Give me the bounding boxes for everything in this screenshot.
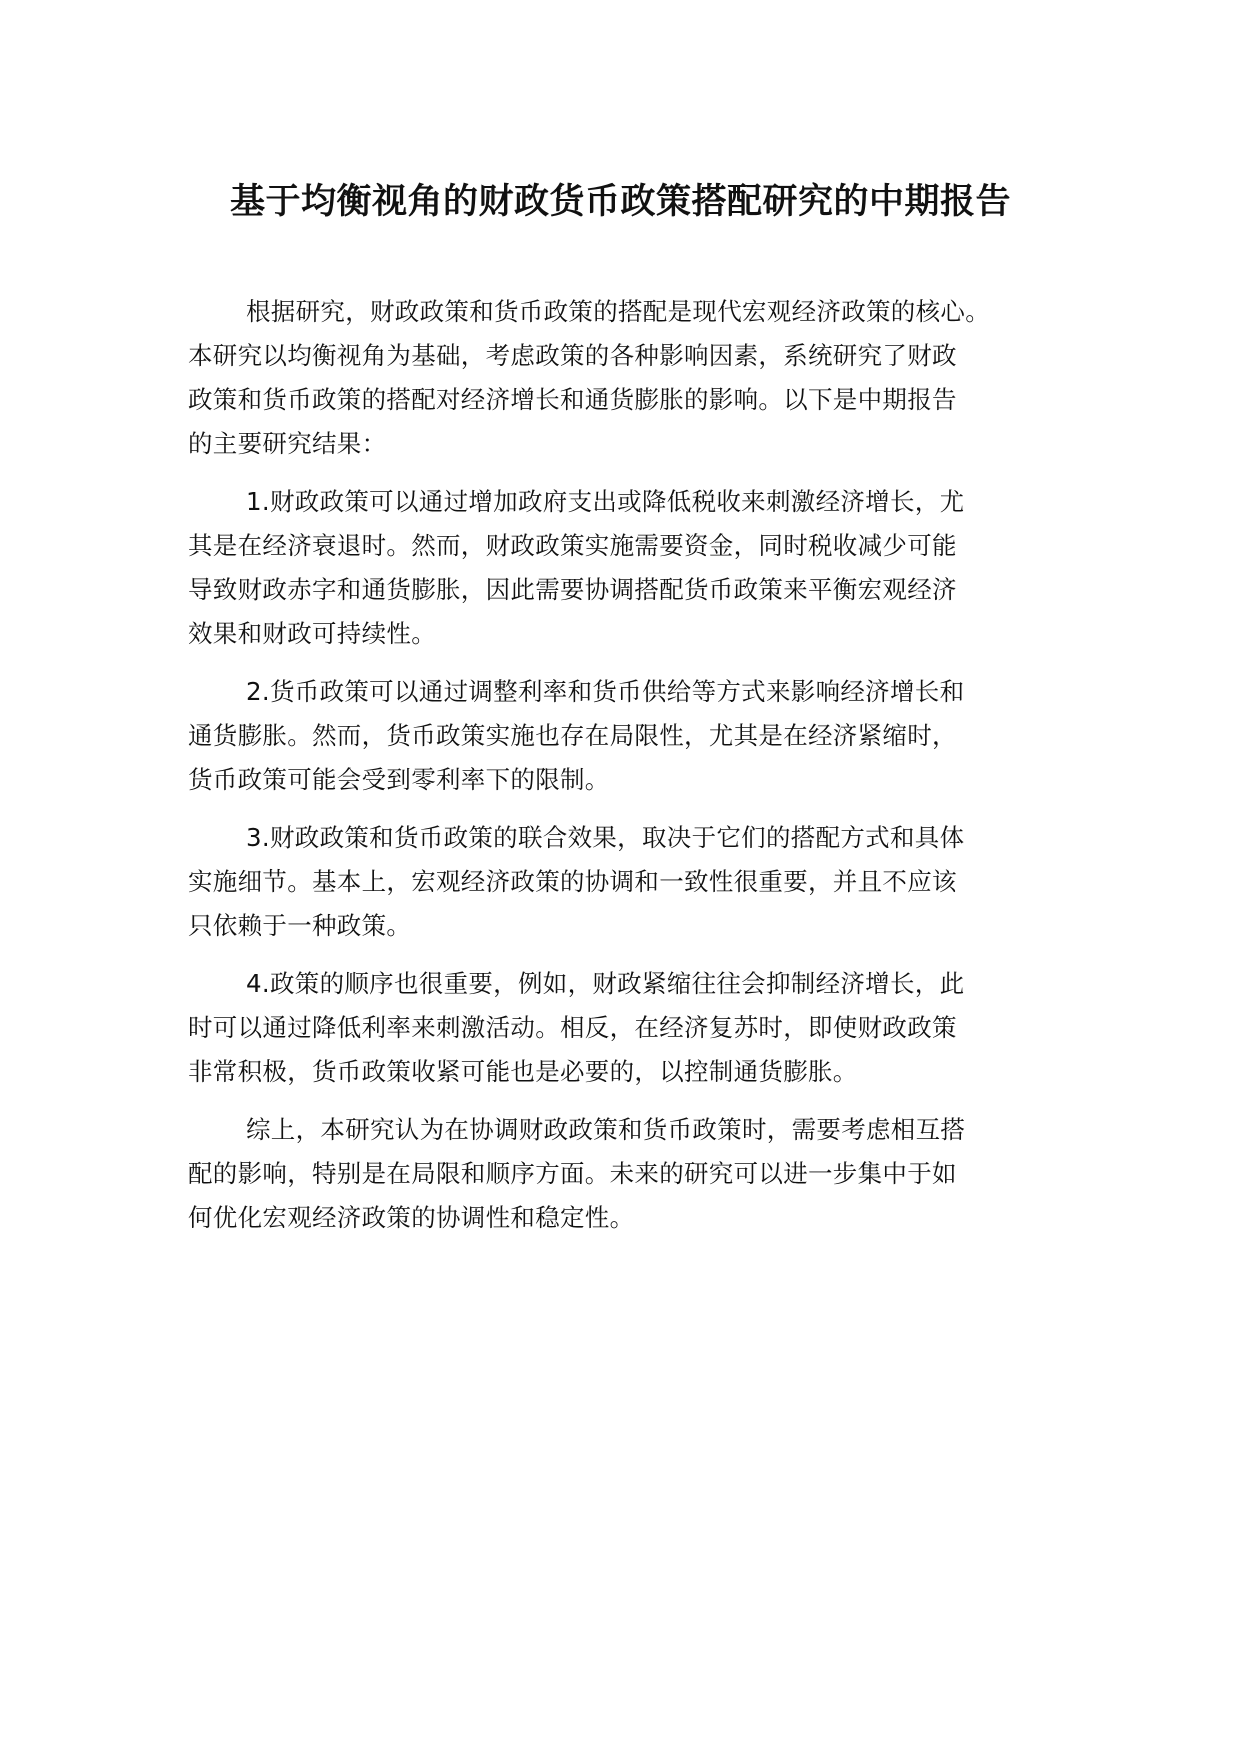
paragraph-finding-1 — [188, 480, 1038, 656]
paragraph-line: 综上，本研究认为在协调财政政策和货币政策时，需要考虑相互搭 — [246, 1115, 966, 1144]
paragraph-line: 其是在经济衰退时。然而，财政政策实施需要资金，同时税收减少可能 — [188, 531, 957, 560]
paragraph-line: 通货膨胀。然而，货币政策实施也存在局限性，尤其是在经济紧缩时， — [188, 721, 957, 750]
paragraph-conclusion — [188, 1108, 1038, 1240]
paragraph-line: 根据研究，财政政策和货币政策的搭配是现代宏观经济政策的核心。 — [246, 297, 990, 326]
paragraph-line: 政策和货币政策的搭配对经济增长和通货膨胀的影响。以下是中期报告 — [188, 385, 957, 414]
paragraph-line: 时可以通过降低利率来刺激活动。相反，在经济复苏时，即使财政政策 — [188, 1013, 957, 1042]
document-body — [188, 290, 1038, 1254]
paragraph-line: 本研究以均衡视角为基础，考虑政策的各种影响因素，系统研究了财政 — [188, 341, 957, 370]
paragraph-line: 配的影响，特别是在局限和顺序方面。未来的研究可以进一步集中于如 — [188, 1159, 957, 1188]
paragraph-intro — [188, 290, 1038, 466]
paragraph-finding-3 — [188, 816, 1038, 948]
document-title: 基于均衡视角的财政货币政策搭配研究的中期报告 — [229, 182, 1011, 222]
paragraph-line: 的主要研究结果： — [188, 429, 387, 458]
paragraph-line: 货币政策可能会受到零利率下的限制。 — [188, 765, 610, 794]
paragraph-line: 非常积极，货币政策收紧可能也是必要的，以控制通货膨胀。 — [188, 1057, 858, 1086]
paragraph-finding-2 — [188, 670, 1038, 802]
paragraph-line: 效果和财政可持续性。 — [188, 619, 436, 648]
paragraph-line: 2.货币政策可以通过调整利率和货币供给等方式来影响经济增长和 — [246, 677, 965, 706]
paragraph-line: 只依赖于一种政策。 — [188, 911, 412, 940]
paragraph-finding-4 — [188, 962, 1038, 1094]
paragraph-line: 何优化宏观经济政策的协调性和稳定性。 — [188, 1203, 635, 1232]
paragraph-line: 4.政策的顺序也很重要，例如，财政紧缩往往会抑制经济增长，此 — [246, 969, 965, 998]
paragraph-line: 导致财政赤字和通货膨胀，因此需要协调搭配货币政策来平衡宏观经济 — [188, 575, 957, 604]
paragraph-line: 3.财政政策和货币政策的联合效果，取决于它们的搭配方式和具体 — [246, 823, 965, 852]
paragraph-line: 实施细节。基本上，宏观经济政策的协调和一致性很重要，并且不应该 — [188, 867, 957, 896]
paragraph-line: 1.财政政策可以通过增加政府支出或降低税收来刺激经济增长，尤 — [246, 487, 965, 516]
